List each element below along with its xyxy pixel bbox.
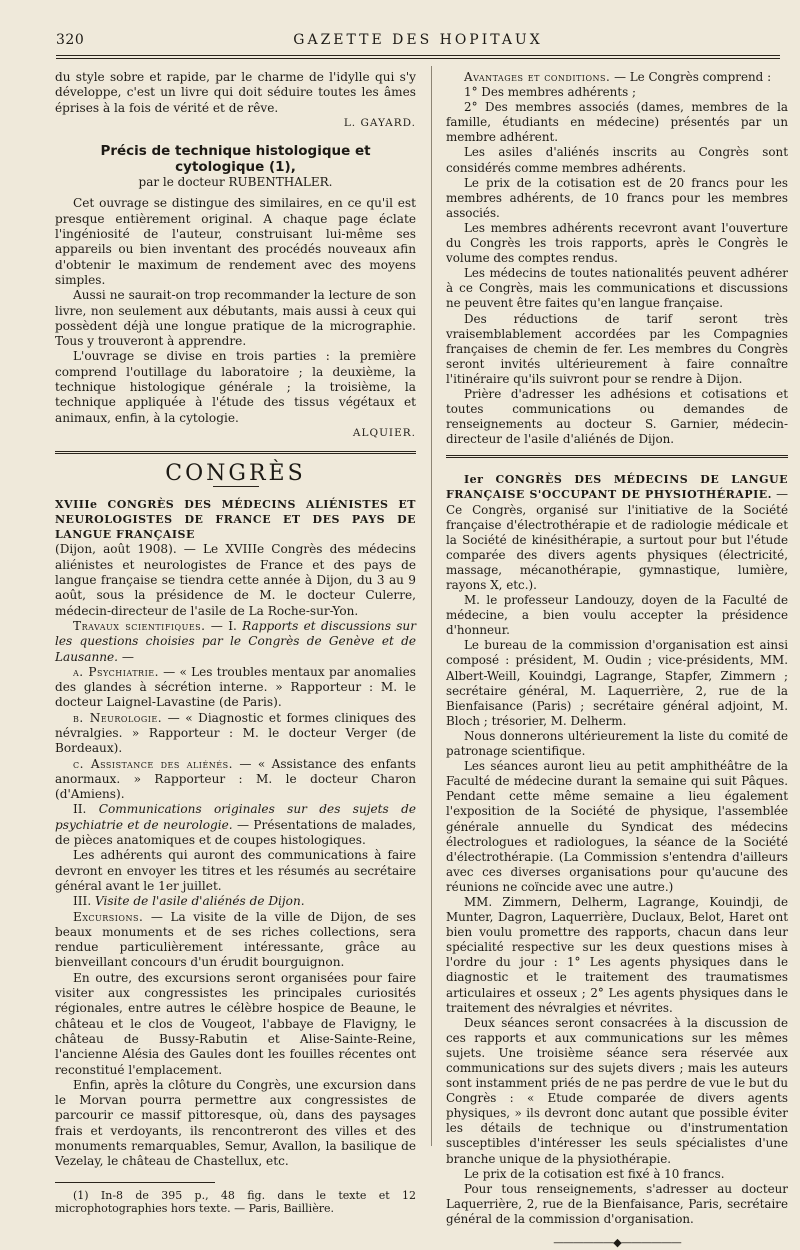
- paragraph: Pour tous renseignements, s'adresser au docteur Laquerrière, 2, rue de la Bienfaisance, Paris, secrétaire général de la commission d'organisation.: [446, 1181, 788, 1226]
- list-item: 2° Des membres associés (dames, membres de la famille, étudiants en médecine) présentés par un membre adhérent.: [446, 100, 788, 145]
- psychiatrie-paragraph: a. Psychiatrie. — « Les troubles mentaux par anomalies des glandes à sécrétion interne. » Rapporteur : M. le docteur Laignel-Lavastine (de Paris).: [55, 664, 416, 710]
- avantages-paragraph: Avantages et conditions. — Le Congrès comprend :: [464, 70, 772, 84]
- section-divider: [55, 451, 416, 460]
- book-author: par le docteur RUBENTHALER.: [138, 175, 333, 190]
- left-column: [55, 70, 416, 1216]
- paragraph: Prière d'adresser les adhésions et cotisations et toutes communications ou demandes de renseignements au docteur S. Garnier, médecin-directeur de l'asile d'aliénés de Dijon.: [446, 386, 788, 447]
- neurologie-paragraph: b. Neurologie. — « Diagnostic et formes cliniques des névralgies. » Rapporteur : M. le docteur Verger (de Bordeaux).: [55, 710, 417, 756]
- header-rule-secondary: [56, 58, 780, 59]
- review-paragraph: Aussi ne saurait-on trop recommander la lecture de son livre, non seulement aux débutants, mais aussi à ceux qui possèdent déjà une longue pratique de la micrographie. Tous y trouveront à apprendre.: [55, 288, 416, 349]
- paragraph: Le bureau de la commission d'organisation est ainsi composé : président, M. Oudin ; vice-présidents, MM. Albert-Weill, Kouindgi, Lagrange, Stapfer, Zimmern ; secrétaire général, M. Laquerrière, 2, rue de la Bienfaisance (Paris) ; secrétaire général adjoint, M. Bloch ; trésorier, M. Delherm.: [446, 638, 788, 728]
- paragraph: M. le professeur Landouzy, doyen de la Faculté de médecine, a bien voulu accepter la présidence d'honneur.: [446, 593, 788, 638]
- paragraph: Deux séances seront consacrées à la discussion de ces rapports et aux communications sur les mêmes sujets. Une troisième séance sera réservée aux communications sur des sujets divers ; mais les auteurs sont instamment priés de ne pas perdre de vue le but du Congrès : « Etude comparée de divers agents physiques, » ils devront donc autant que possible éviter les détails de technique ou d'instrumentation susceptibles d'intéresser les seuls spécialistes d'une branche unique de la physiothérapie.: [446, 1015, 788, 1166]
- paragraph: Le prix de la cotisation est de 20 francs pour les membres adhérents, de 10 francs pour les membres associés.: [446, 175, 788, 220]
- review-signature: L. GAYARD.: [343, 116, 416, 129]
- excursions-paragraph: En outre, des excursions seront organisées pour faire visiter aux congressistes les principales curiosités régionales, entre autres le célèbre hospice de Beaune, le château et le clos de Vougeot, l'abbaye de Flavigny, le château de Bussy-Rabutin et Alise-Sainte-Reine, l'ancienne Alésia des Gaules dont les fouilles récentes ont reconstitué l'emplacement.: [55, 970, 416, 1077]
- travaux-label: Travaux scientifiques.: [73, 618, 206, 633]
- congress-intro: — Ce Congrès, organisé sur l'initiative de la Société française d'électrothérapie et de radiologie médicale et la Société de kinésithérapie, a surtout pour but l'étude comparée des divers agents physiques (électricité, massage, mécanothérapie, gymnastique, lumière, rayons X, etc.).: [446, 487, 789, 592]
- running-title: GAZETTE DES HOPITAUX: [293, 32, 543, 48]
- paragraph: Les séances auront lieu au petit amphithéâtre de la Faculté de médecine durant la semaine qui suit Pâques. Pendant cette même semaine a lieu également l'exposition de la Société de physique, l'assemblée générale annuelle du Syndicat des médecins électrologues et radiologues, la séance de la Société d'électrothérapie. (La Commission s'entendra d'ailleurs avec ces diverses organisations pour qu'aucune des réunions ne coïncide avec une autre.): [446, 759, 788, 894]
- page-header: [56, 32, 780, 52]
- section-divider: [446, 455, 788, 458]
- review-paragraph: L'ouvrage se divise en trois parties : la première comprend l'outillage du laboratoire ; la deuxième, la technique histologique générale ; la troisième, la technique appliquée à l'étude des tissus végétaux et animaux, enfin, à la cytologie.: [55, 349, 416, 425]
- header-rule: [56, 55, 780, 56]
- book-title: Précis de technique histologique et cytologique (1),: [100, 143, 371, 176]
- paragraph: Les médecins de toutes nationalités peuvent adhérer à ce Congrès, mais les communications et discussions ne peuvent être faites qu'en langue française.: [446, 266, 788, 311]
- review-text: du style sobre et rapide, par le charme de l'idylle qui s'y développe, c'est un livre qui doit séduire toutes les âmes éprises à la fois de vérité et de rêve.: [55, 70, 416, 115]
- review-paragraph: Cet ouvrage se distingue des similaires, en ce qu'il est presque entièrement original. A chaque page éclate l'ingéniosité de l'auteur, construisant lui-même ses appareils ou bien inventant des procédés nouveaux afin d'obtenir le maximum de rendement avec des moyens simples.: [55, 196, 416, 287]
- assistance-paragraph: c. Assistance des aliénés. — « Assistance des enfants anormaux. » Rapporteur : M. le docteur Charon (d'Amiens).: [55, 756, 416, 802]
- footnote-rule: [55, 1182, 215, 1183]
- travaux-italic: Rapports et discussions sur les questions choisies par le Congrès de Genève et de Lausanne.: [55, 618, 416, 664]
- page-number: 320: [56, 32, 85, 48]
- paragraph: Les asiles d'aliénés inscrits au Congrès sont considérés comme membres adhérents.: [446, 145, 788, 175]
- footnote: (1) In-8 de 395 p., 48 fig. dans le texte et 12 microphotographies hors texte. — Paris, Baillière.: [55, 1188, 416, 1216]
- list-item: 1° Des membres adhérents ;: [464, 85, 636, 100]
- adherents-paragraph: Les adhérents qui auront des communications à faire devront en envoyer les titres et les résumés au secrétaire général avant le 1er juillet.: [55, 848, 416, 893]
- excursions-paragraph: Enfin, après la clôture du Congrès, une excursion dans le Morvan pourra permettre aux congressistes de parcourir ce massif pittoresque, où, dans des paysages frais et verdoyants, ils rencontreront des villes et des monuments remarquables, Semur, Avallon, la basilique de Vezelay, le château de Chastellux, etc.: [55, 1077, 416, 1169]
- paragraph: Nous donnerons ultérieurement la liste du comité de patronage scientifique.: [446, 728, 788, 759]
- column-divider: [431, 66, 432, 1146]
- congress-heading-paragraph: [446, 472, 788, 593]
- congress-heading: XVIIIe CONGRÈS DES MÉDECINS ALIÉNISTES ET NEUROLOGISTES DE FRANCE ET DES PAYS DE LANGUE FRANÇAISE: [55, 497, 416, 542]
- visite-paragraph: III. Visite de l'asile d'aliénés de Dijon.: [73, 894, 305, 909]
- end-ornament: ——————◆——————: [553, 1236, 681, 1250]
- paragraph: MM. Zimmern, Delherm, Lagrange, Kouindji, de Munter, Dagron, Laquerrière, Duclaux, Belot, Haret ont bien voulu promettre des rapports, chacun dans leur spécialité respective sur les deux questions mises à l'ordre du jour : 1° Les agents physiques dans le diagnostic et le traitement des traumatismes articulaires et osseux ; 2° Les agents physiques dans le traitement des névralgies et névrites.: [446, 894, 788, 1015]
- review-signature: ALQUIER.: [352, 426, 416, 439]
- paragraph: Les membres adhérents recevront avant l'ouverture du Congrès les trois rapports, après le Congrès le volume des comptes rendus.: [446, 220, 788, 266]
- paragraph: Le prix de la cotisation est fixé à 10 francs.: [464, 1166, 725, 1181]
- right-column: [446, 70, 788, 1250]
- congress-heading: Ier CONGRÈS DES MÉDECINS DE LANGUE FRANÇAISE S'OCCUPANT DE PHYSIOTHÉRAPIE.: [446, 473, 788, 502]
- travaux-paragraph: Travaux scientifiques. — I. Rapports et discussions sur les questions choisies par le Congrès de Genève et de Lausanne. —: [55, 618, 416, 664]
- paragraph: Des réductions de tarif seront très vraisemblablement accordées par les Compagnies françaises de chemin de fer. Les membres du Congrès seront invités ultérieurement à faire connaître l'itinéraire qu'ils suivront pour se rendre à Dijon.: [446, 311, 788, 386]
- section-title: CONGRÈS: [165, 461, 306, 487]
- congress-intro: (Dijon, août 1908). — Le XVIIIe Congrès des médecins aliénistes et neurologistes de France et des pays de langue française se tiendra cette année à Dijon, du 3 au 9 août, sous la présidence de M. le docteur Culerre, médecin-directeur de l'asile de La Roche-sur-Yon.: [55, 542, 416, 618]
- communications-paragraph: II. Communications originales sur des sujets de psychiatrie et de neurologie. — Présentations de malades, de pièces anatomiques et de coupes histologiques.: [55, 802, 416, 848]
- excursions-paragraph: Excursions. — La visite de la ville de Dijon, de ses beaux monuments et de ses riches collections, sera rendue particulièrement intéressante, grâce au bienveillant concours d'un érudit bourguignon.: [55, 909, 416, 970]
